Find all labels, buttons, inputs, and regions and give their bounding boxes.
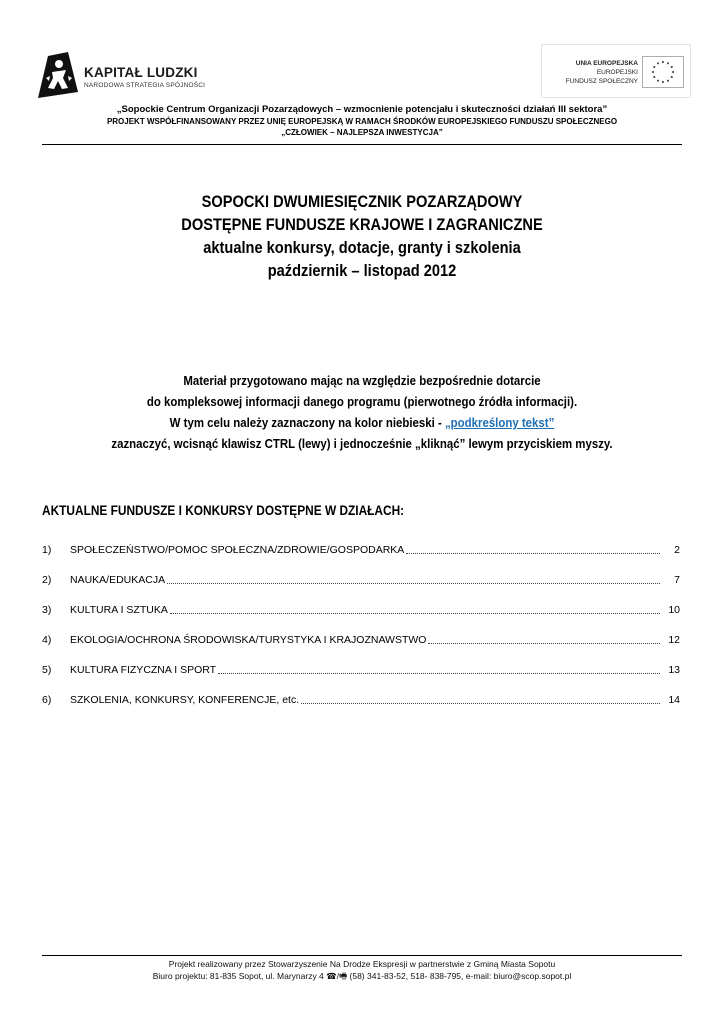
project-motto: „CZŁOWIEK – NAJLEPSZA INWESTYCJA” [281, 128, 443, 137]
eu-logo [541, 44, 691, 98]
eu-logo-line2: EUROPEJSKI [596, 69, 638, 76]
footer [42, 958, 682, 982]
toc-item[interactable] [42, 685, 682, 715]
toc-label: SZKOLENIA, KONKURSY, KONFERENCJE, etc. [70, 694, 300, 706]
kapital-ludzki-title: KAPITAŁ LUDZKI [84, 65, 198, 80]
title-line-2: DOSTĘPNE FUNDUSZE KRAJOWE I ZAGRANICZNE [181, 215, 543, 234]
footer-line-1: Projekt realizowany przez Stowarzyszenie Na Drodze Ekspresji w partnerstwie z Gminą Miasta Sopotu [168, 959, 556, 969]
toc-page: 14 [668, 694, 680, 706]
toc-item[interactable] [42, 655, 682, 685]
toc-leader [218, 663, 660, 674]
intro-text [42, 370, 682, 454]
project-title: „Sopockie Centrum Organizacji Pozarządowych – wzmocnienie potencjału i skuteczności działań III sektora” [116, 104, 608, 115]
fax-icon: 🖷 [339, 971, 348, 981]
table-of-contents [42, 535, 682, 715]
toc-leader [428, 633, 660, 644]
intro-line-1: Materiał przygotowano mając na względzie bezpośrednie dotarcie [183, 373, 541, 388]
toc-leader [170, 603, 660, 614]
toc-label: SPOŁECZEŃSTWO/POMOC SPOŁECZNA/ZDROWIE/GOSPODARKA [70, 544, 405, 556]
toc-label: NAUKA/EDUKACJA [70, 574, 166, 586]
intro-line-2: do kompleksowej informacji danego programu (pierwotnego źródła informacji). [146, 394, 578, 409]
title-line-4: październik – listopad 2012 [267, 261, 457, 280]
toc-item[interactable] [42, 595, 682, 625]
toc-item[interactable] [42, 625, 682, 655]
document-title [42, 190, 682, 282]
toc-leader [167, 573, 660, 584]
toc-label: KULTURA FIZYCZNA I SPORT [70, 664, 217, 676]
kapital-ludzki-logo-icon [38, 48, 80, 98]
eu-logo-line3: FUNDUSZ SPOŁECZNY [565, 78, 638, 85]
intro-line-3-text: W tym celu należy zaznaczony na kolor niebieski - [169, 415, 445, 430]
toc-number: 1) [42, 544, 52, 556]
project-subtitle: PROJEKT WSPÓŁFINANSOWANY PRZEZ UNIĘ EUROPEJSKĄ W RAMACH ŚRODKÓW EUROPEJSKIEGO FUNDUSZU SPOŁECZNEGO [106, 117, 618, 126]
toc-page: 13 [668, 664, 680, 676]
toc-leader [301, 693, 660, 704]
example-link[interactable]: „podkreślony tekst” [444, 415, 555, 430]
phone-icon: ☎ [326, 971, 337, 981]
footer-line-2: Biuro projektu: 81-835 Sopot, ul. Marynarzy 4 ☎/🖷 (58) 341-83-52, 518- 838-795, e-mail: biuro@scop.sopot.pl [152, 971, 572, 981]
header-divider [42, 144, 682, 145]
project-header [42, 103, 682, 138]
toc-item[interactable] [42, 535, 682, 565]
toc-leader [406, 543, 660, 554]
toc-number: 6) [42, 694, 52, 706]
intro-line-4: zaznaczyć, wcisnąć klawisz CTRL (lewy) i jednocześnie „kliknąć” lewym przyciskiem myszy. [111, 436, 613, 451]
toc-page: 12 [668, 634, 680, 646]
toc-page: 2 [674, 544, 680, 556]
footer-contact: (58) 341-83-52, 518- 838-795, e-mail: biuro@scop.sopot.pl [347, 971, 572, 981]
title-line-1: SOPOCKI DWUMIESIĘCZNIK POZARZĄDOWY [201, 192, 523, 211]
toc-page: 10 [668, 604, 680, 616]
footer-divider [42, 955, 682, 956]
intro-line-3 [80, 412, 643, 433]
toc-item[interactable] [42, 565, 682, 595]
toc-label: KULTURA I SZTUKA [70, 604, 168, 616]
kapital-ludzki-logo [38, 48, 208, 98]
section-heading: AKTUALNE FUNDUSZE I KONKURSY DOSTĘPNE W DZIAŁACH: [42, 503, 405, 518]
toc-number: 5) [42, 664, 52, 676]
toc-label: EKOLOGIA/OCHRONA ŚRODOWISKA/TURYSTYKA I KRAJOZNAWSTWO [70, 634, 427, 646]
eu-logo-text [566, 59, 638, 86]
footer-address: Biuro projektu: 81-835 Sopot, ul. Marynarzy 4 [152, 971, 327, 981]
title-line-3: aktualne konkursy, dotacje, granty i szkolenia [203, 238, 521, 257]
toc-number: 2) [42, 574, 52, 586]
toc-number: 4) [42, 634, 52, 646]
kapital-ludzki-subtitle: NARODOWA STRATEGIA SPÓJNOŚCI [84, 82, 206, 89]
eu-flag-icon [642, 56, 684, 88]
eu-logo-line1: UNIA EUROPEJSKA [575, 60, 638, 67]
toc-page: 7 [674, 574, 680, 586]
toc-number: 3) [42, 604, 52, 616]
